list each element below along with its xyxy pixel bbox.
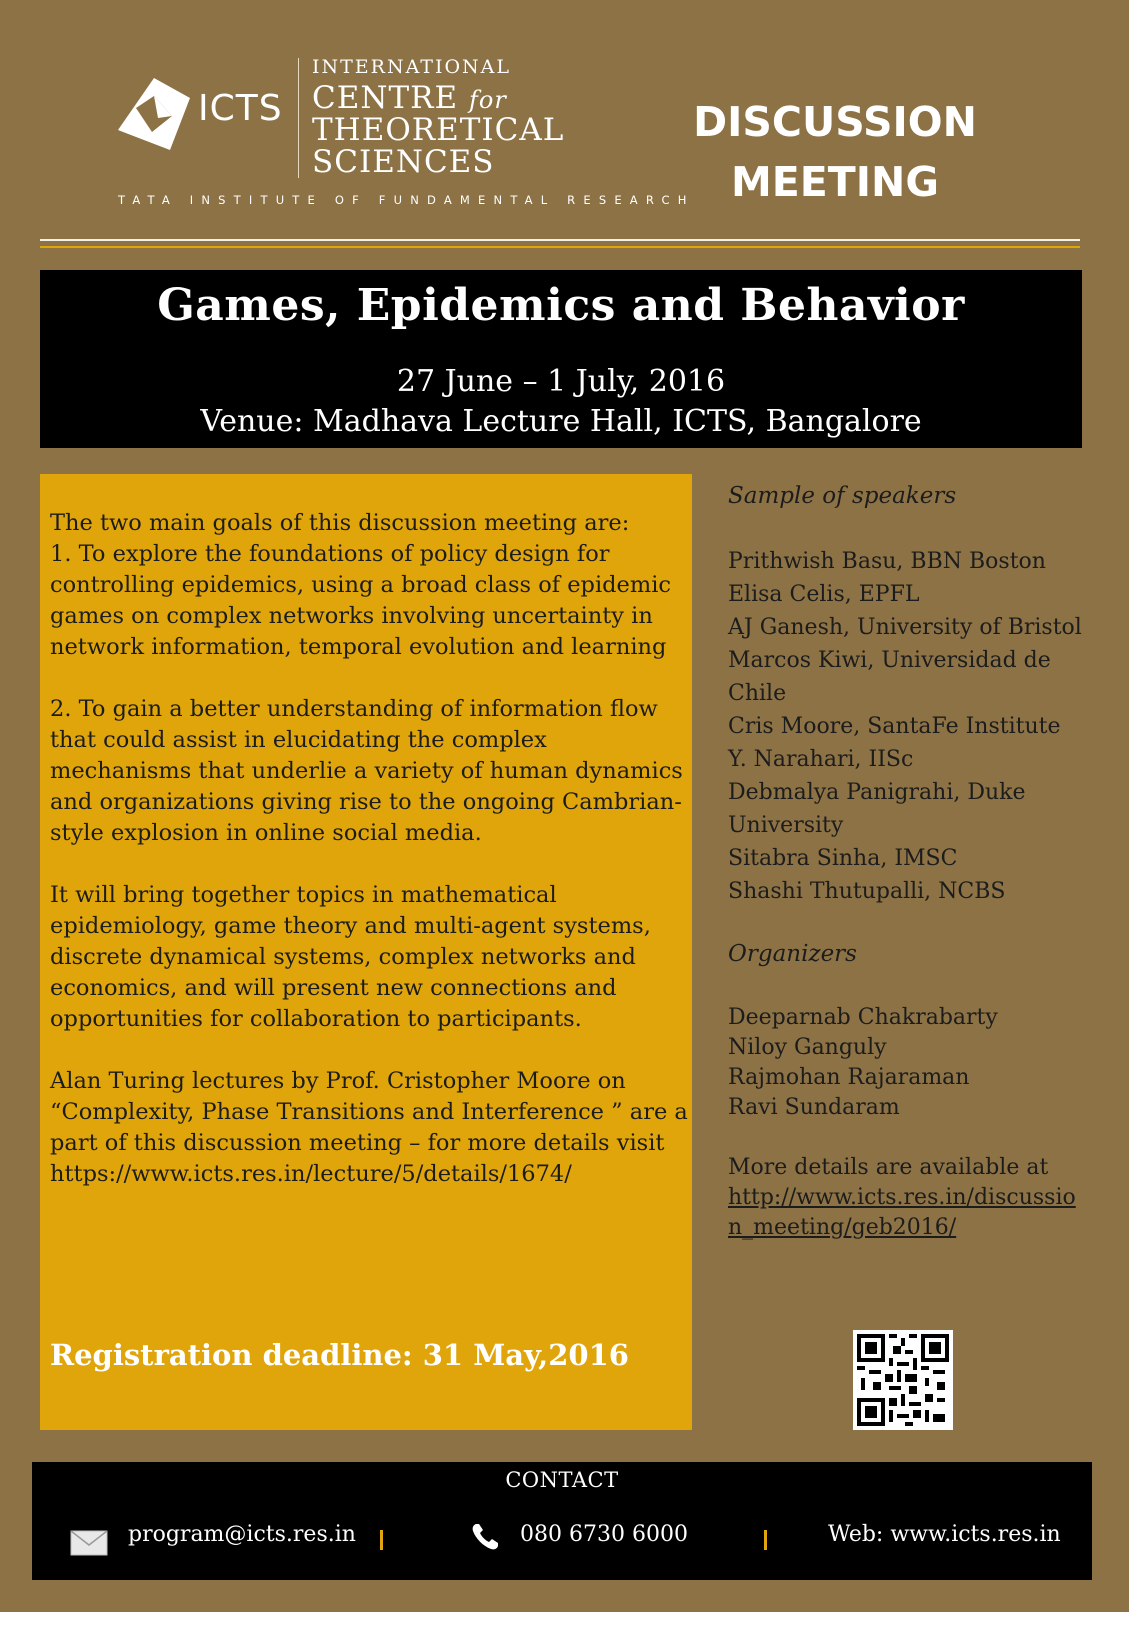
divider-gold bbox=[40, 246, 1080, 248]
organizer-item: Ravi Sundaram bbox=[728, 1095, 900, 1120]
speaker-item: Elisa Celis, EPFL bbox=[728, 582, 920, 607]
logo-word-for: for bbox=[468, 86, 507, 114]
meeting-type-line1: DISCUSSION bbox=[693, 98, 977, 146]
goal-1: 1. To explore the foundations of policy design for controlling epidemics, using a broad class of epidemic games on complex networks involving uncertainty in network information, temporal evolution and learning bbox=[50, 541, 672, 660]
organizer-item: Deeparnab Chakrabarty bbox=[728, 1005, 998, 1030]
contact-separator bbox=[764, 1530, 767, 1550]
logo-line-theoretical: THEORETICAL bbox=[312, 112, 565, 148]
speaker-item: Marcos Kiwi, Universidad de Chile bbox=[728, 648, 1051, 706]
mail-icon bbox=[70, 1530, 108, 1556]
goals-intro: The two main goals of this discussion meeting are: bbox=[50, 510, 630, 536]
speaker-item: Prithwish Basu, BBN Boston bbox=[728, 549, 1046, 574]
event-dates: 27 June – 1 July, 2016 bbox=[396, 364, 726, 399]
info-column bbox=[728, 480, 1083, 1243]
speakers-list bbox=[728, 545, 1083, 908]
meeting-details-link[interactable]: http://www.icts.res.in/discussion_meeting/geb2016/ bbox=[728, 1185, 1076, 1240]
contact-label: CONTACT bbox=[505, 1468, 619, 1492]
logo-abbreviation: ICTS bbox=[198, 88, 283, 129]
logo-line-sciences: SCIENCES bbox=[312, 144, 495, 180]
speaker-item: Shashi Thutupalli, NCBS bbox=[728, 879, 1006, 904]
goal-2: 2. To gain a better understanding of information flow that could assist in elucidating the complex mechanisms that underlie a variety of human dynamics and organizations giving rise to the ongoing Cambrian-style explosion in online social media. bbox=[50, 696, 683, 846]
speaker-item: Cris Moore, SantaFe Institute bbox=[728, 714, 1061, 739]
qr-code-icon[interactable] bbox=[853, 1330, 953, 1430]
organizer-item: Niloy Ganguly bbox=[728, 1035, 887, 1060]
goals-text bbox=[50, 508, 690, 1190]
meeting-type-line2: MEETING bbox=[730, 158, 939, 206]
more-details bbox=[728, 1153, 1083, 1243]
speaker-item: Debmalya Panigrahi, Duke University bbox=[728, 780, 1026, 838]
speaker-item: Y. Narahari, IISc bbox=[728, 747, 914, 772]
meeting-type-heading bbox=[690, 92, 980, 212]
contact-web[interactable]: Web: www.icts.res.in bbox=[828, 1522, 1061, 1547]
contact-email[interactable]: program@icts.res.in bbox=[128, 1522, 356, 1547]
speaker-item: Sitabra Sinha, IMSC bbox=[728, 846, 958, 871]
event-title-box bbox=[40, 270, 1082, 448]
phone-icon bbox=[470, 1522, 500, 1552]
contact-phone[interactable]: 080 6730 6000 bbox=[520, 1522, 688, 1547]
registration-deadline: Registration deadline: 31 May,2016 bbox=[50, 1338, 629, 1372]
speaker-item: AJ Ganesh, University of Bristol bbox=[728, 615, 1082, 640]
goals-topics: It will bring together topics in mathematical epidemiology, game theory and multi-agent systems, discrete dynamical systems, complex networks and economics, and will present new connections and opportunities for collaboration to participants. bbox=[50, 882, 651, 1032]
turing-lectures: Alan Turing lectures by Prof. Cristopher Moore on “Complexity, Phase Transitions and Interference ” are a part of this discussion meeting – for more details visit https://www.icts.res.in/lecture/5/details/1674/ bbox=[50, 1068, 688, 1187]
logo-divider bbox=[298, 58, 299, 178]
logo-line-international: INTERNATIONAL bbox=[312, 56, 512, 78]
contact-bar bbox=[32, 1462, 1092, 1580]
logo-tagline: TATA INSTITUTE OF FUNDAMENTAL RESEARCH bbox=[118, 193, 695, 207]
speakers-heading: Sample of speakers bbox=[728, 483, 957, 509]
divider-white bbox=[40, 239, 1080, 241]
logo-word-centre: CENTRE bbox=[312, 80, 459, 116]
organizers-heading: Organizers bbox=[728, 941, 857, 967]
event-title: Games, Epidemics and Behavior bbox=[157, 280, 965, 331]
goals-panel bbox=[40, 474, 692, 1430]
icts-logo-icon bbox=[118, 78, 190, 150]
event-venue: Venue: Madhava Lecture Hall, ICTS, Bangalore bbox=[200, 404, 922, 439]
organizers-list bbox=[728, 1003, 1083, 1123]
organizer-item: Rajmohan Rajaraman bbox=[728, 1065, 970, 1090]
contact-separator bbox=[380, 1530, 383, 1550]
logo-line-centre bbox=[312, 80, 507, 116]
more-details-text: More details are available at bbox=[728, 1155, 1049, 1180]
